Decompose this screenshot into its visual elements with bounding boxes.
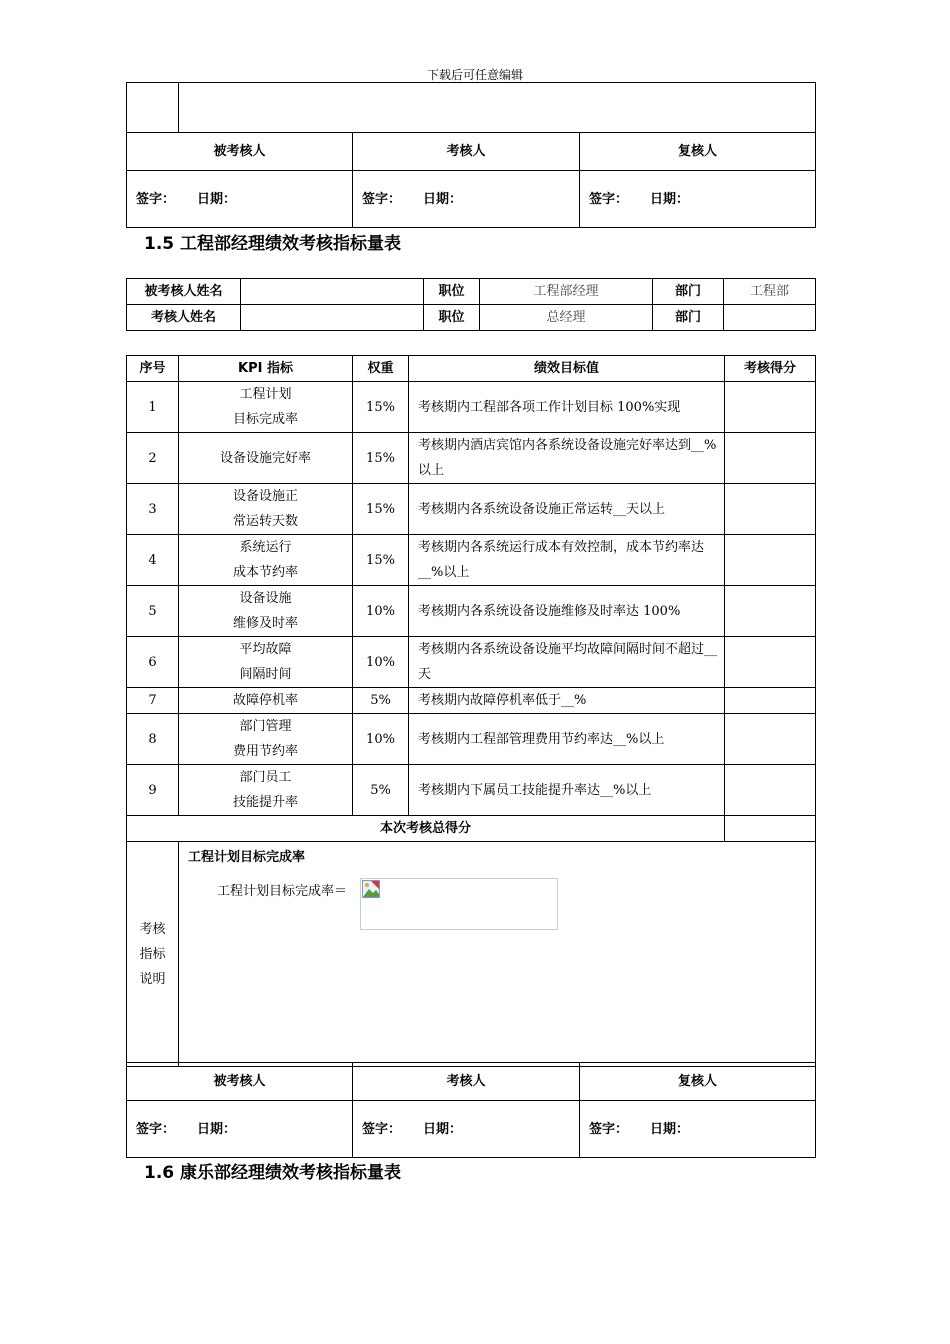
kpi-table	[126, 355, 816, 1067]
kpi-score	[725, 382, 816, 433]
sign-label: 签字：	[589, 191, 629, 207]
note-row	[127, 842, 816, 1067]
assessor-name-value	[241, 305, 424, 331]
kpi-no: 3	[127, 484, 179, 535]
kpi-target: 考核期内各系统设备设施正常运转__天以上	[409, 484, 725, 535]
kpi-name	[179, 765, 353, 816]
kpi-score	[725, 637, 816, 688]
kpi-target: 考核期内各系统设备设施平均故障间隔时间不超过__天	[409, 637, 725, 688]
kpi-weight: 10%	[353, 714, 409, 765]
kpi-name	[179, 535, 353, 586]
section-title-1-6: 1.6 康乐部经理绩效考核指标量表	[144, 1163, 402, 1183]
kpi-name-line: 设备设施正	[232, 489, 298, 504]
broken-image-icon	[362, 880, 380, 898]
assessee-position-label: 职位	[424, 279, 480, 305]
section-title-1-5: 1.5 工程部经理绩效考核指标量表	[144, 234, 402, 254]
prev-signoff-table	[126, 82, 816, 228]
role-assessor: 考核人	[353, 133, 580, 171]
kpi-no: 4	[127, 535, 179, 586]
kpi-target: 考核期内工程部各项工作计划目标 100%实现	[409, 382, 725, 433]
formula-text: 工程计划目标完成率＝	[217, 884, 348, 899]
date-label: 日期：	[423, 191, 463, 207]
kpi-name	[179, 586, 353, 637]
info-row-assessor	[127, 305, 816, 331]
sign-label: 签字：	[362, 191, 402, 207]
kpi-no: 8	[127, 714, 179, 765]
kpi-row	[127, 382, 816, 433]
kpi-no: 2	[127, 433, 179, 484]
col-header-weight: 权重	[353, 356, 409, 382]
info-table	[126, 278, 816, 331]
sign-label: 签字：	[136, 191, 176, 207]
kpi-weight: 10%	[353, 637, 409, 688]
kpi-name-line: 平均故障	[239, 642, 292, 657]
kpi-no: 6	[127, 637, 179, 688]
role-assessee: 被考核人	[127, 1063, 353, 1101]
kpi-name: 设备设施完好率	[179, 433, 353, 484]
col-header-kpi: KPI 指标	[179, 356, 353, 382]
kpi-row	[127, 765, 816, 816]
kpi-name-line: 费用节约率	[232, 744, 298, 759]
role-assessee: 被考核人	[127, 133, 353, 171]
kpi-no: 7	[127, 688, 179, 714]
assessor-name-label: 考核人姓名	[127, 305, 241, 331]
kpi-no: 1	[127, 382, 179, 433]
kpi-name: 故障停机率	[179, 688, 353, 714]
kpi-score	[725, 765, 816, 816]
sign-label: 签字：	[589, 1121, 629, 1137]
kpi-weight: 15%	[353, 433, 409, 484]
kpi-name-line: 部门员工	[239, 770, 292, 785]
sign-cell-assessee	[127, 171, 353, 228]
kpi-name	[179, 637, 353, 688]
kpi-name-line: 维修及时率	[232, 616, 298, 631]
sign-cell-assessor	[353, 1101, 580, 1158]
kpi-name-line: 目标完成率	[232, 412, 298, 427]
total-score-row	[127, 816, 816, 842]
formula-image-placeholder	[360, 878, 558, 930]
sign-cell-assessee	[127, 1101, 353, 1158]
date-label: 日期：	[423, 1121, 463, 1137]
assessee-position-value: 工程部经理	[480, 279, 653, 305]
kpi-row	[127, 637, 816, 688]
col-header-score: 考核得分	[725, 356, 816, 382]
role-reviewer: 复核人	[580, 1063, 816, 1101]
kpi-target: 考核期内故障停机率低于__%	[409, 688, 725, 714]
kpi-target: 考核期内工程部管理费用节约率达__%以上	[409, 714, 725, 765]
kpi-row	[127, 714, 816, 765]
role-reviewer: 复核人	[580, 133, 816, 171]
page-header-note: 下载后可任意编辑	[426, 68, 523, 82]
date-label: 日期：	[197, 1121, 237, 1137]
kpi-score	[725, 586, 816, 637]
note-label-line: 说明	[139, 971, 166, 987]
prev-blank-cell-right	[179, 83, 816, 133]
date-label: 日期：	[650, 1121, 690, 1137]
kpi-weight: 10%	[353, 586, 409, 637]
prev-blank-cell-left	[127, 83, 179, 133]
kpi-weight: 5%	[353, 688, 409, 714]
assessor-position-label: 职位	[424, 305, 480, 331]
kpi-name	[179, 382, 353, 433]
role-assessor: 考核人	[353, 1063, 580, 1101]
kpi-weight: 5%	[353, 765, 409, 816]
kpi-row	[127, 586, 816, 637]
total-score-label: 本次考核总得分	[127, 816, 725, 842]
kpi-target: 考核期内下属员工技能提升率达__%以上	[409, 765, 725, 816]
kpi-name-line: 系统运行	[239, 540, 292, 555]
kpi-weight: 15%	[353, 484, 409, 535]
date-label: 日期：	[650, 191, 690, 207]
assessor-dept-label: 部门	[653, 305, 724, 331]
assessee-name-label: 被考核人姓名	[127, 279, 241, 305]
kpi-score	[725, 535, 816, 586]
kpi-name-line: 部门管理	[239, 719, 292, 734]
note-label-line: 指标	[139, 946, 166, 962]
sign-cell-reviewer	[580, 171, 816, 228]
kpi-score	[725, 688, 816, 714]
total-score-value	[725, 816, 816, 842]
kpi-name-line: 工程计划	[239, 387, 292, 402]
sign-label: 签字：	[136, 1121, 176, 1137]
kpi-target: 考核期内酒店宾馆内各系统设备设施完好率达到__%以上	[409, 433, 725, 484]
col-header-no: 序号	[127, 356, 179, 382]
kpi-row	[127, 433, 816, 484]
assessee-dept-value: 工程部	[724, 279, 816, 305]
kpi-target: 考核期内各系统设备设施维修及时率达 100%	[409, 586, 725, 637]
note-content	[179, 842, 816, 1067]
kpi-score	[725, 484, 816, 535]
prev-blank-row	[127, 83, 816, 133]
kpi-name-line: 间隔时间	[239, 667, 292, 682]
prev-role-row	[127, 133, 816, 171]
prev-sign-row	[127, 171, 816, 228]
signoff-sign-row	[127, 1101, 816, 1158]
assessee-name-value	[241, 279, 424, 305]
kpi-header-row	[127, 356, 816, 382]
kpi-row	[127, 535, 816, 586]
kpi-name-line: 成本节约率	[232, 565, 298, 580]
kpi-row	[127, 484, 816, 535]
note-title: 工程计划目标完成率	[188, 850, 306, 865]
signoff-role-row	[127, 1063, 816, 1101]
note-label-line: 考核	[139, 921, 166, 937]
assessor-position-value: 总经理	[480, 305, 653, 331]
kpi-weight: 15%	[353, 382, 409, 433]
kpi-score	[725, 714, 816, 765]
info-row-assessee	[127, 279, 816, 305]
kpi-no: 5	[127, 586, 179, 637]
date-label: 日期：	[197, 191, 237, 207]
kpi-name-line: 技能提升率	[232, 795, 298, 810]
note-label	[127, 842, 179, 1067]
assessor-dept-value	[724, 305, 816, 331]
kpi-name-line: 常运转天数	[232, 514, 298, 529]
kpi-name-line: 设备设施	[239, 591, 292, 606]
sign-label: 签字：	[362, 1121, 402, 1137]
kpi-name	[179, 714, 353, 765]
kpi-score	[725, 433, 816, 484]
kpi-target: 考核期内各系统运行成本有效控制，成本节约率达__%以上	[409, 535, 725, 586]
col-header-target: 绩效目标值	[409, 356, 725, 382]
kpi-name	[179, 484, 353, 535]
assessee-dept-label: 部门	[653, 279, 724, 305]
sign-cell-reviewer	[580, 1101, 816, 1158]
kpi-no: 9	[127, 765, 179, 816]
kpi-weight: 15%	[353, 535, 409, 586]
kpi-row	[127, 688, 816, 714]
signoff-table	[126, 1062, 816, 1158]
sign-cell-assessor	[353, 171, 580, 228]
